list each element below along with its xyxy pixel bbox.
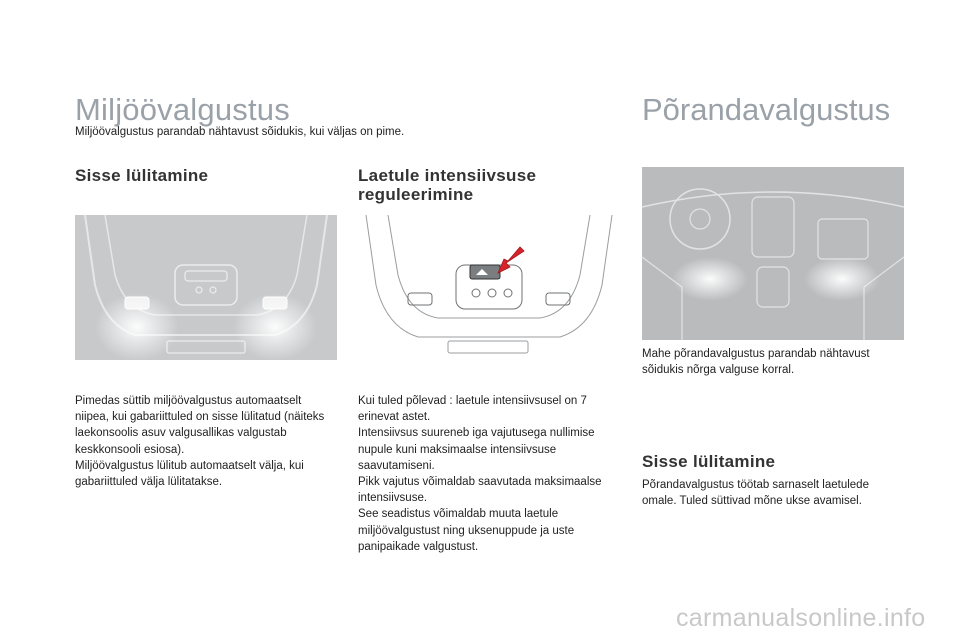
paragraph: Miljöövalgustus lülitub automaatselt välja, kui gabariittuled välja lülitatakse.	[75, 459, 304, 489]
intensity-button-illustration	[358, 215, 620, 360]
heading-switch-on: Sisse lülitamine	[75, 166, 209, 185]
paragraph: Kui tuled põlevad : laetule intensiivsusel on 7 erinevat astet.	[358, 395, 587, 424]
watermark: carmanualsonline.info	[676, 604, 926, 632]
floor-switch-on-description: Põrandavalgustus töötab sarnaselt laetulede omale. Tuled süttivad mõne ukse avamisel.	[642, 479, 869, 508]
section-title-ambient-lighting: Miljöövalgustus	[75, 92, 290, 127]
floor-lighting-illustration	[642, 167, 904, 340]
intro-text: Miljöövalgustus parandab nähtavust sõidukis, kui väljas on pime.	[75, 126, 405, 138]
floor-lighting-caption: Mahe põrandavalgustus parandab nähtavust sõidukis nõrga valguse korral.	[642, 348, 870, 377]
paragraph: See seadistus võimaldab muuta laetule miljöövalgustust ning uksenuppude ja uste panipaikade valgustust.	[358, 508, 575, 553]
paragraph: Intensiivsus suureneb iga vajutusega nullimise nupule kuni maksimaalse intensiivsuse saavutamiseni.	[358, 427, 595, 472]
heading-floor-switch-on: Sisse lülitamine	[642, 452, 776, 471]
paragraph: Pikk vajutus võimaldab saavutada maksimaalse intensiivsuse.	[358, 476, 602, 505]
heading-intensity-adjustment: Laetule intensiivsuse reguleerimine	[358, 166, 537, 204]
paragraph: Pimedas süttib miljöövalgustus automaatselt niipea, kui gabariittuled on sisse lülitatud (näiteks laekonsoolis asuv valgusallikas valgustab keskkonsooli esiosa).	[75, 395, 325, 456]
intensity-description	[358, 393, 628, 555]
section-title-floor-lighting: Põrandavalgustus	[642, 92, 891, 127]
switch-on-description	[75, 393, 337, 490]
ceiling-console-illustration	[75, 215, 337, 360]
